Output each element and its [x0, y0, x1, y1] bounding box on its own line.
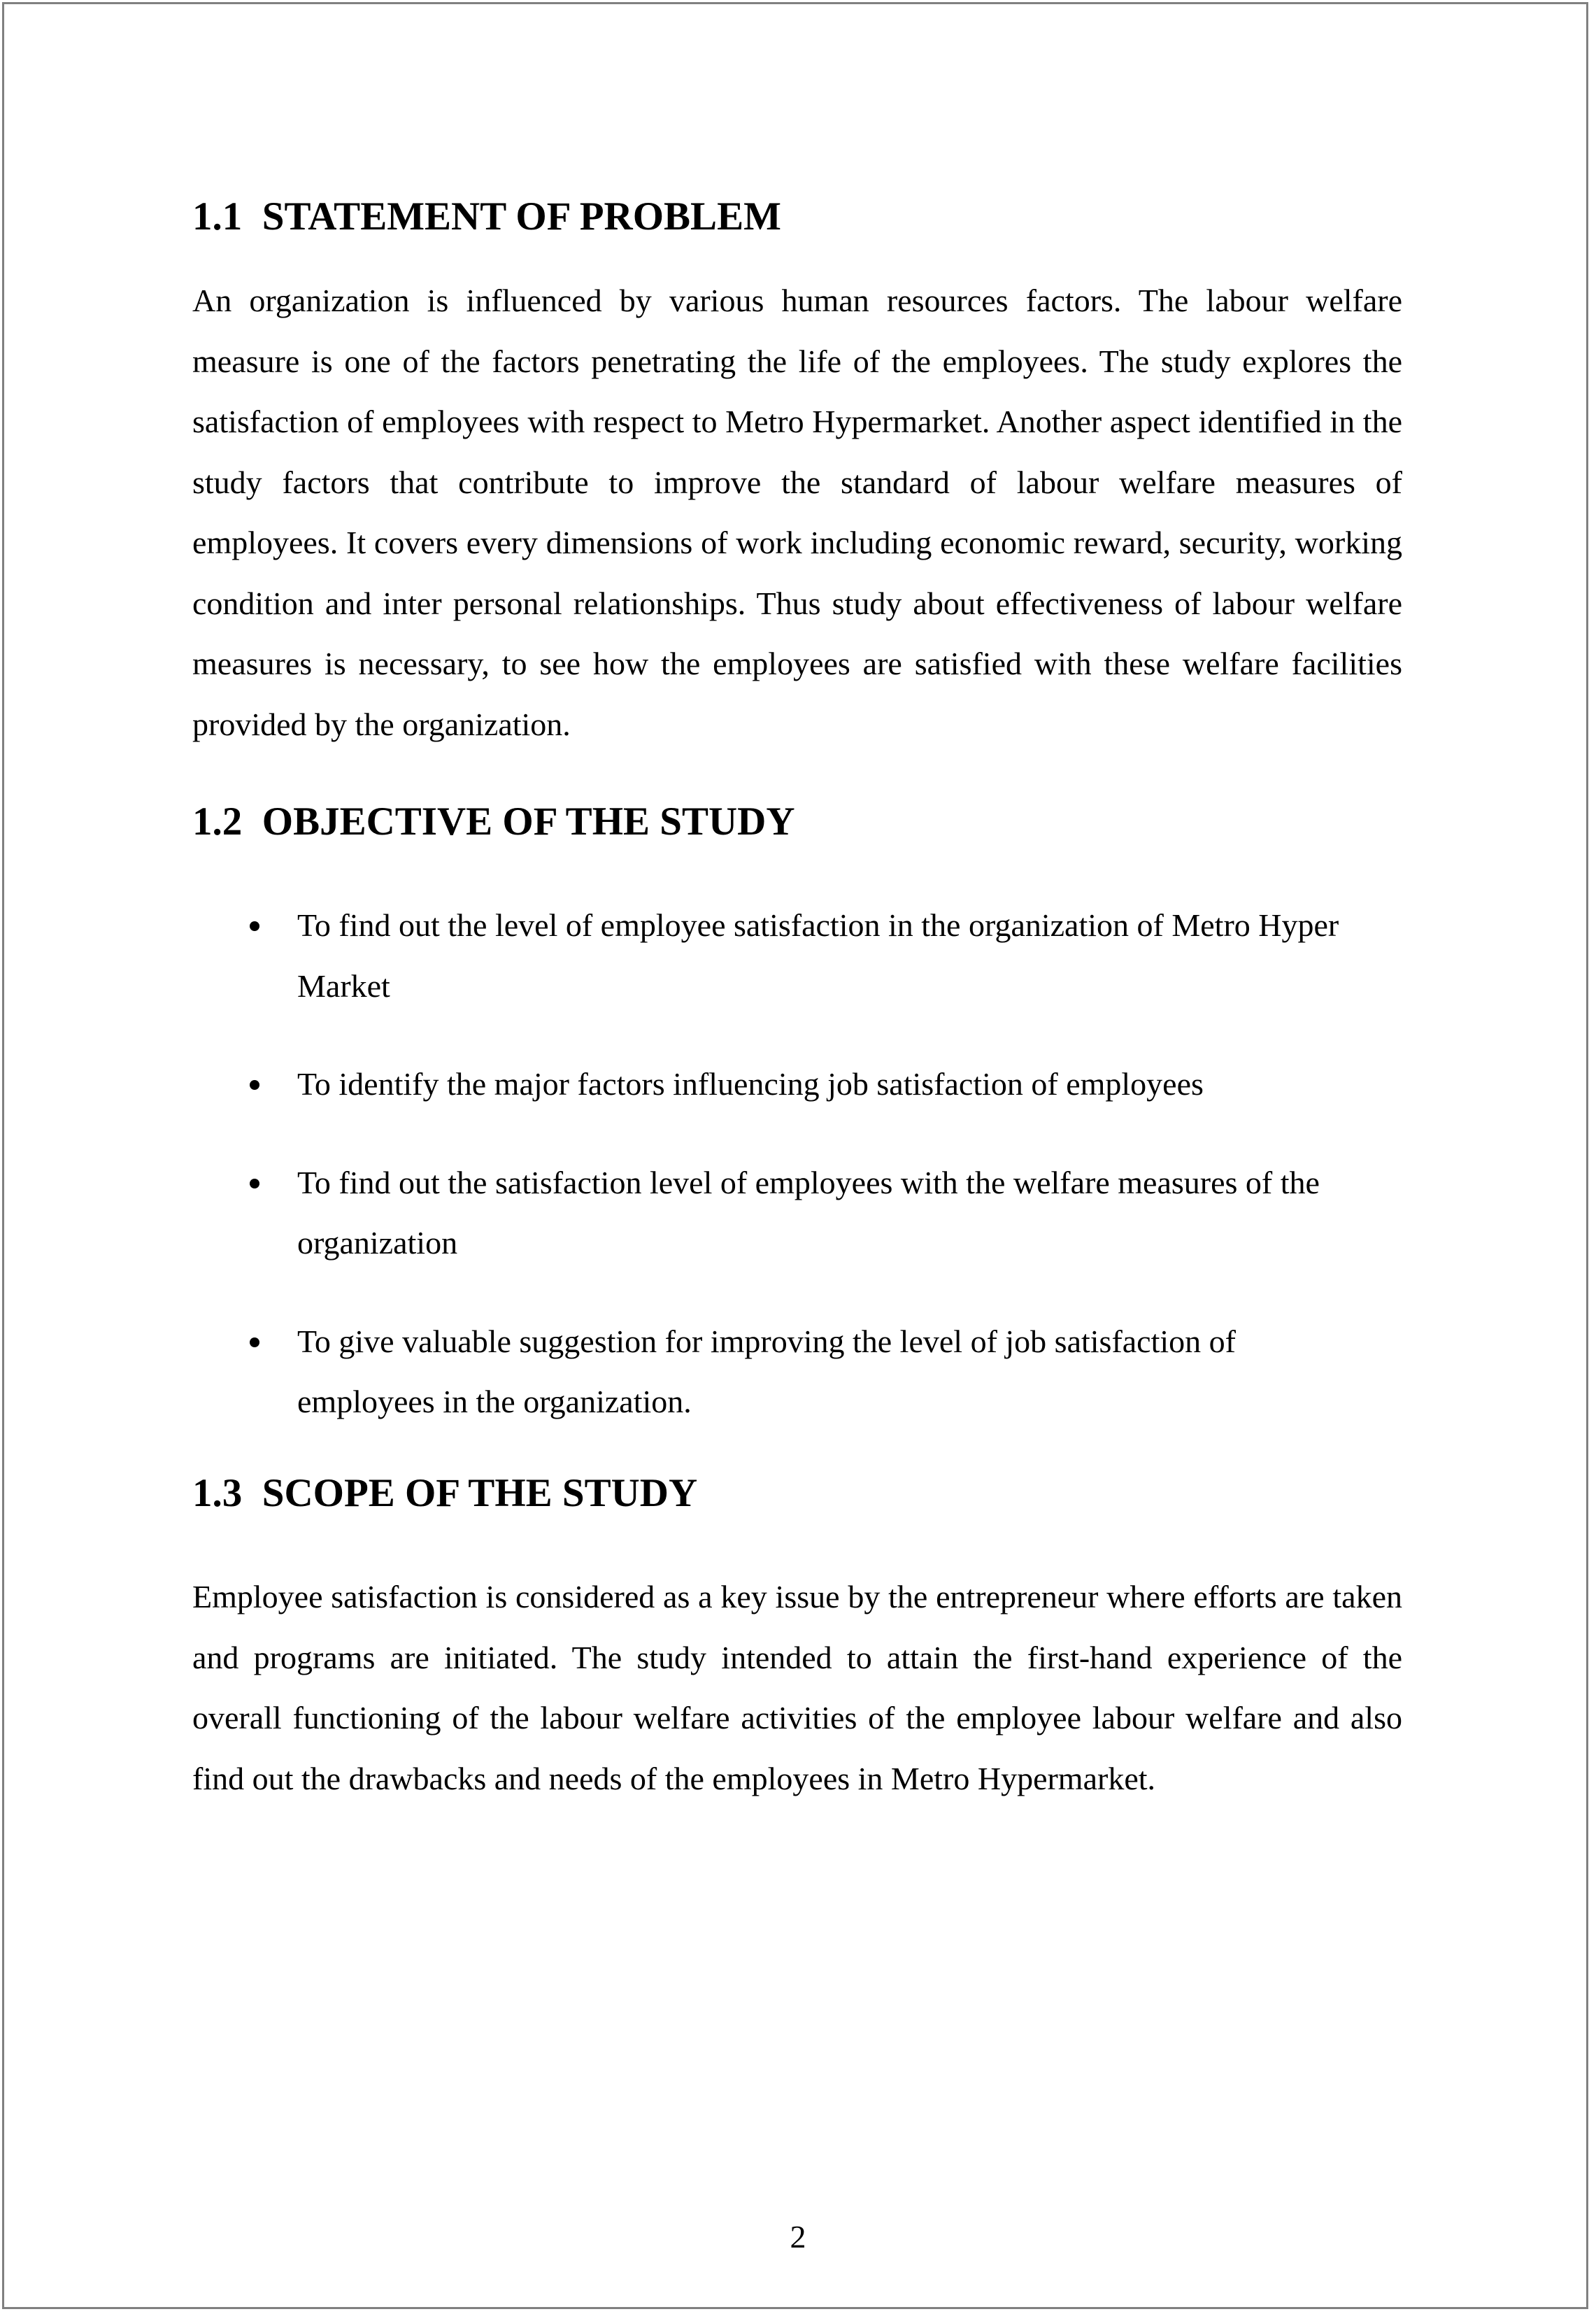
- page-number: 2: [790, 2219, 806, 2255]
- heading-scope-of-study: 1.3 SCOPE OF THE STUDY: [192, 1471, 698, 1515]
- paragraph-scope-of-study: Employee satisfaction is considered as a key issue by the entrepreneur where efforts are taken and programs are initiated. The study intended to attain the first-hand experience of the overall functioning of the labour welfare activities of the employee labour welfare and also find out the drawbacks and needs of the employees in Metro Hypermarket.: [192, 1579, 1402, 1796]
- objective-item-text: To identify the major factors influencing job satisfaction of employees: [297, 1066, 1204, 1102]
- objective-list: [192, 895, 1367, 1470]
- objective-item: [192, 1312, 1367, 1433]
- objective-item-text: To find out the level of employee satisfaction in the organization of Metro Hyper Market: [297, 907, 1339, 1004]
- bullet-icon: [250, 921, 259, 931]
- objective-item: [192, 1153, 1367, 1274]
- heading-statement-of-problem: 1.1 STATEMENT OF PROBLEM: [192, 194, 781, 239]
- objective-item-text: To give valuable suggestion for improving the level of job satisfaction of employees in the organization.: [297, 1323, 1236, 1419]
- paragraph-statement-of-problem: An organization is influenced by various human resources factors. The labour welfare measure is one of the factors penetrating the life of the employees. The study explores the satisfaction of employees with respect to Metro Hypermarket. Another aspect identified in the study factors that contribute to improve the standard of labour welfare measures of employees. It covers every dimensions of work including economic reward, security, working condition and inter personal relationships. Thus study about effectiveness of labour welfare measures is necessary, to see how the employees are satisfied with these welfare facilities provided by the organization.: [192, 283, 1402, 742]
- bullet-icon: [250, 1080, 259, 1090]
- objective-item: [192, 895, 1367, 1016]
- bullet-icon: [250, 1179, 259, 1188]
- heading-objective-of-study: 1.2 OBJECTIVE OF THE STUDY: [192, 800, 795, 844]
- bullet-icon: [250, 1337, 259, 1347]
- objective-item: [192, 1054, 1367, 1115]
- objective-item-text: To find out the satisfaction level of employees with the welfare measures of the organization: [297, 1164, 1320, 1261]
